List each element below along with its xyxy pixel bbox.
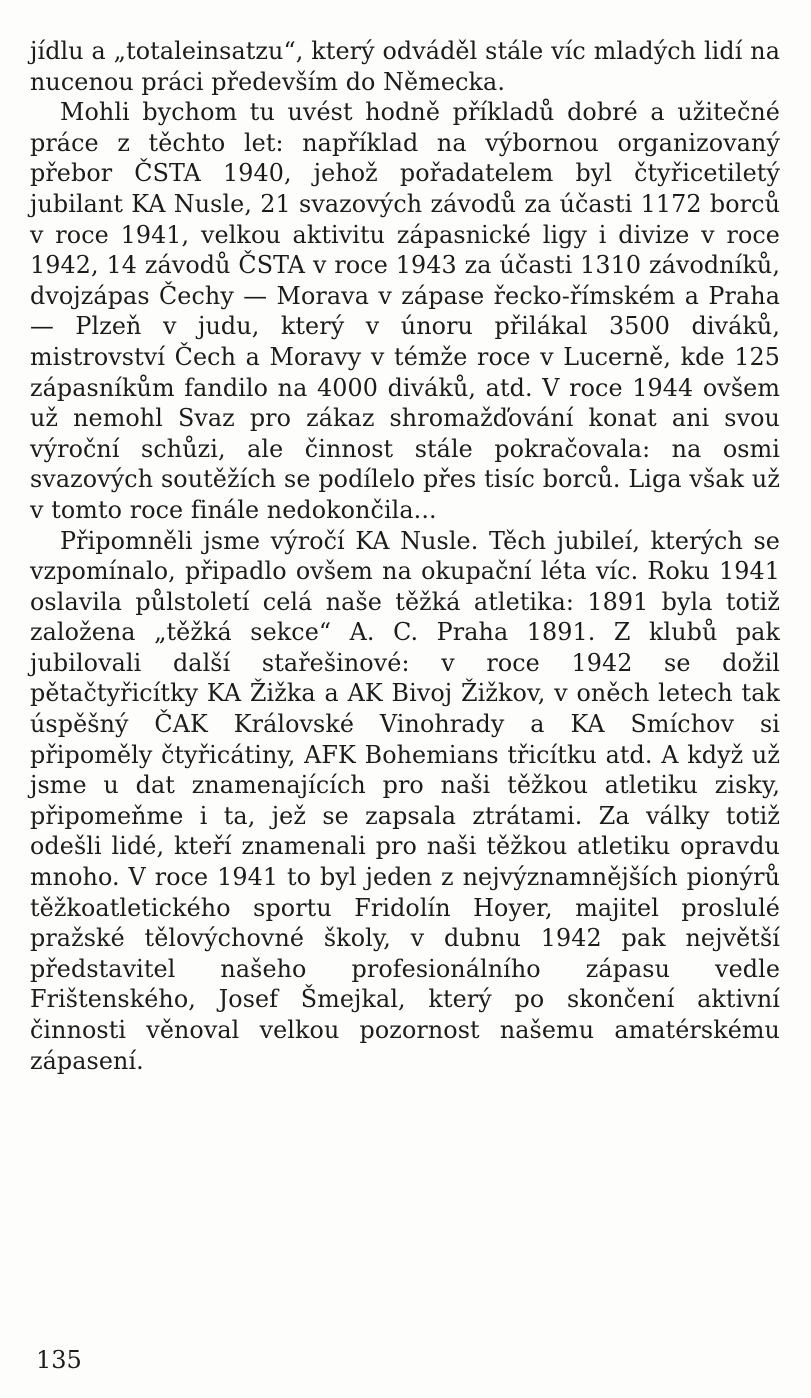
body-text: [30, 36, 780, 1076]
page-number: 135: [36, 1346, 82, 1374]
paragraph-continuation: jídlu a „totaleinsatzu“, který odváděl stále víc mladých lidí na nucenou práci především do Německa.: [30, 37, 780, 96]
paragraph-examples: Mohli bychom tu uvést hodně příkladů dobré a užitečné práce z těchto let: například na výbornou organizovaný přebor ČSTA 1940, jehož pořadatelem byl čtyřicetiletý jubilant KA Nusle, 21 svazových závodů za účasti 1172 borců v roce 1941, velkou aktivitu zápasnické ligy i divize v roce 1942, 14 závodů ČSTA v roce 1943 za účasti 1310 závodníků, dvojzápas Čechy — Morava v zápase řecko-římském a Praha — Plzeň v judu, který v únoru přilákal 3500 diváků, mistrovství Čech a Moravy v témže roce v Lucerně, kde 125 zápasníkům fandilo na 4000 diváků, atd. V roce 1944 ovšem už nemohl Svaz pro zákaz shromažďování konat ani svou výroční schůzi, ale činnost stále pokračovala: na osmi svazových soutěžích se podílelo přes tisíc borců. Liga však už v tomto roce finále nedokončila...: [30, 98, 780, 524]
paragraph-anniversaries: Připomněli jsme výročí KA Nusle. Těch jubileí, kterých se vzpomínalo, připadlo ovšem na okupační léta víc. Roku 1941 oslavila půlstoletí celá naše těžká atletika: 1891 byla totiž založena „těžká sekce“ A. C. Praha 1891. Z klubů pak jubilovali další stařešinové: v roce 1942 se dožil pětačtyřicítky KA Žižka a AK Bivoj Žižkov, v oněch letech tak úspěšný ČAK Královské Vinohrady a KA Smíchov si připoměly čtyřicátiny, AFK Bohemians třicítku atd. A když už jsme u dat znamenajících pro naši těžkou atletiku zisky, připomeňme i ta, jež se zapsala ztrátami. Za války totiž odešli lidé, kteří znamenali pro naši těžkou atletiku opravdu mnoho. V roce 1941 to byl jeden z nejvýznamnějších pionýrů těžkoatletického sportu Fridolín Hoyer, majitel proslulé pražské tělovýchovné školy, v dubnu 1942 pak největší představitel našeho profesionálního zápasu vedle Frištenského, Josef Šmejkal, který po skončení aktivní činnosti věnoval velkou pozornost našemu amatérskému zápasení.: [30, 526, 780, 1075]
